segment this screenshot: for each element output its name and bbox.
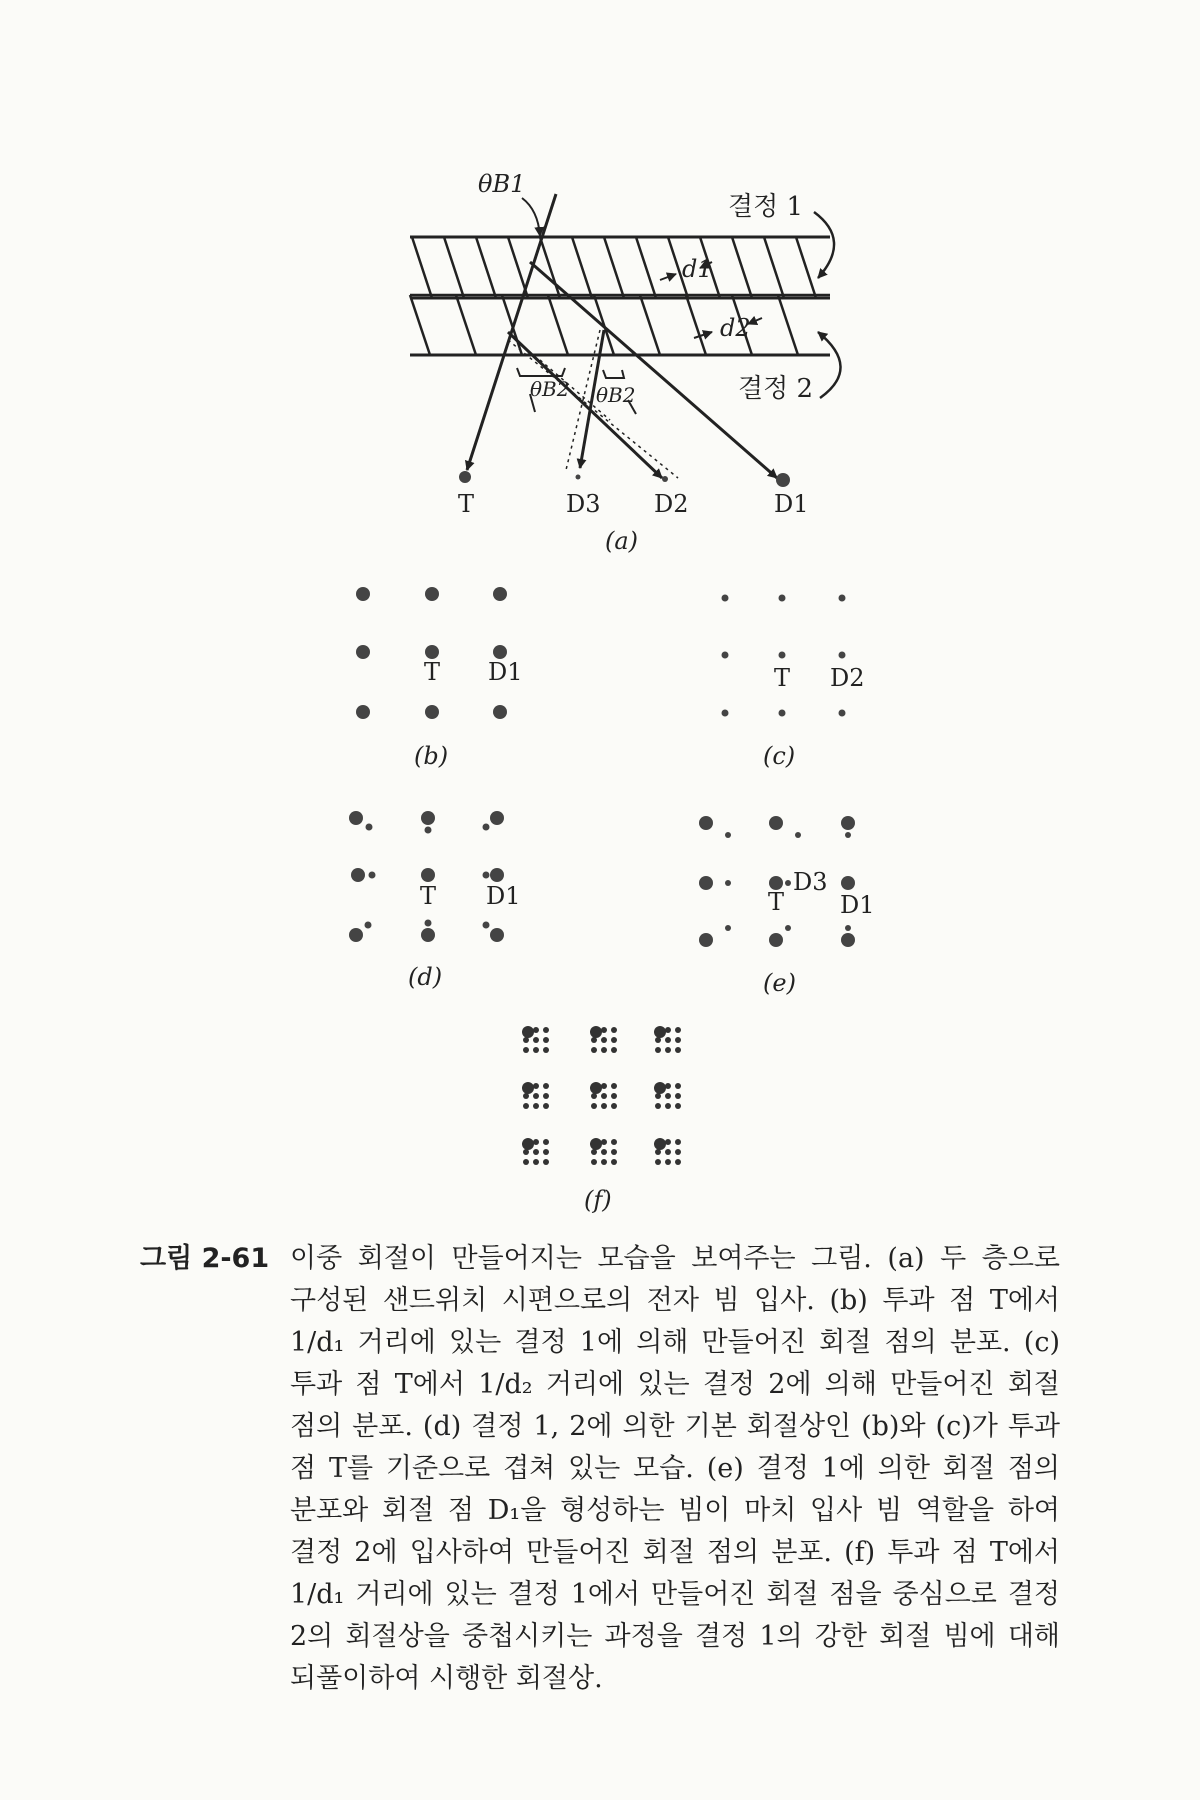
panel-f-main-spot xyxy=(522,1138,534,1150)
panel-f-main-spot xyxy=(522,1026,534,1038)
panel-f-spot xyxy=(611,1093,617,1099)
panel-a-labels xyxy=(458,170,813,555)
panel-f-spot xyxy=(533,1093,539,1099)
panel-f-spot xyxy=(533,1159,539,1165)
panel-f-spot xyxy=(523,1103,529,1109)
spot-label-t: T xyxy=(458,490,475,518)
panel-f-spot xyxy=(665,1159,671,1165)
panel-f-main-spot xyxy=(590,1082,602,1094)
panel-f-spot xyxy=(543,1047,549,1053)
panel-f-spot xyxy=(611,1037,617,1043)
theta-b2-right-label: θB2 xyxy=(596,383,636,407)
panel-f-main-spot xyxy=(654,1026,666,1038)
panel-f-spot xyxy=(675,1159,681,1165)
panel-f-pattern xyxy=(522,1026,681,1165)
panel-c-tag: (c) xyxy=(763,742,796,770)
lattice-plane xyxy=(778,295,798,355)
lattice-plane xyxy=(540,237,560,298)
panel-f-spot xyxy=(543,1159,549,1165)
panel-f-spot xyxy=(675,1083,681,1089)
lattice-plane xyxy=(548,295,568,355)
panel-f-spot xyxy=(533,1103,539,1109)
panel-e-pattern xyxy=(699,816,855,947)
panel-f-spot xyxy=(675,1093,681,1099)
panel-f-spot xyxy=(675,1037,681,1043)
panel-c-pattern xyxy=(722,595,846,717)
lattice-plane xyxy=(686,295,706,355)
crystal-1-planes xyxy=(412,237,816,298)
d1-label: d1 xyxy=(682,255,713,283)
panel-f-spot xyxy=(591,1103,597,1109)
panel-f-spot xyxy=(665,1093,671,1099)
lattice-plane xyxy=(476,237,496,298)
lattice-plane xyxy=(412,237,432,298)
panel-f-spot xyxy=(591,1159,597,1165)
panel-f-spot xyxy=(523,1047,529,1053)
panel-f-spot xyxy=(655,1103,661,1109)
panel-f-spot xyxy=(591,1047,597,1053)
panel-f-spot xyxy=(665,1103,671,1109)
panel-f-spot xyxy=(523,1159,529,1165)
spot-label-d2: D2 xyxy=(654,490,689,518)
panel-d-tag: (d) xyxy=(408,963,443,991)
spot-label-d3: D3 xyxy=(566,490,601,518)
lattice-plane xyxy=(572,237,592,298)
panel-b-pattern xyxy=(356,587,507,719)
lattice-plane xyxy=(796,237,816,298)
lattice-plane xyxy=(604,237,624,298)
panel-f-spot xyxy=(601,1047,607,1053)
crystal-1-label: 결정 1 xyxy=(728,192,804,222)
panel-f-spot xyxy=(543,1139,549,1145)
panel-f-spot xyxy=(665,1149,671,1155)
lattice-plane xyxy=(410,295,430,355)
panel-f-spot xyxy=(601,1149,607,1155)
theta-b2-left-label: θB2 xyxy=(530,377,570,401)
theta-b1-label: θB1 xyxy=(478,170,526,198)
panel-f-main-spot xyxy=(654,1082,666,1094)
panel-f-spot xyxy=(543,1083,549,1089)
panel-f-spot xyxy=(543,1037,549,1043)
figure-caption xyxy=(140,1238,1060,1700)
panel-a-spots xyxy=(459,471,790,487)
panel-f-spot xyxy=(533,1037,539,1043)
panel-f-tag: (f) xyxy=(584,1186,612,1214)
panel-a-diagram xyxy=(410,237,830,355)
d2-label: d2 xyxy=(720,314,751,342)
lattice-plane xyxy=(636,237,656,298)
caption-label: 그림 2-61 xyxy=(140,1243,270,1274)
panel-f-spot xyxy=(655,1047,661,1053)
panel-f-spot xyxy=(611,1027,617,1033)
panel-c-label-t: T xyxy=(774,664,791,692)
panel-f-spot xyxy=(611,1083,617,1089)
panel-f-spot xyxy=(601,1037,607,1043)
panel-f-spot xyxy=(675,1027,681,1033)
panel-d-label-d1: D1 xyxy=(486,882,521,910)
panel-d-pattern xyxy=(349,811,504,942)
panel-f-spot xyxy=(533,1047,539,1053)
panel-f-spot xyxy=(665,1047,671,1053)
panel-f-spot xyxy=(611,1047,617,1053)
panel-f-main-spot xyxy=(654,1138,666,1150)
panel-f-spot xyxy=(533,1149,539,1155)
lattice-plane xyxy=(640,295,660,355)
panel-f-spot xyxy=(543,1149,549,1155)
panel-f-spot xyxy=(543,1027,549,1033)
panel-f-main-spot xyxy=(522,1082,534,1094)
spot-label-d1: D1 xyxy=(774,490,809,518)
crystal-2-label: 결정 2 xyxy=(738,374,814,404)
panel-f-spot xyxy=(543,1093,549,1099)
panel-e-label-d3: D3 xyxy=(793,868,828,896)
caption-body xyxy=(290,1238,1060,1700)
lattice-plane xyxy=(732,237,752,298)
panel-f-spot xyxy=(675,1047,681,1053)
panel-e-tag: (e) xyxy=(763,969,796,997)
caption-text: 이중 회절이 만들어지는 모습을 보여주는 그림. (a) 두 층으로 구성된 샌드위치 시편으로의 전자 빔 입사. (b) 투과 점 T에서 1/d₁ 거리에 있는 결정 1에 의해 만들어진 회절 점의 분포. (c) 투과 점 T에서 1/d₂ 거리에 있는 결정 2에 의해 만들어진 회절 점의 분포. (d) 결정 1, 2에 의한 기본 회절상인 (b)와 (c)가 투과 점 T를 기준으로 겹쳐 있는 모습. (e) 결정 1에 의한 회절 점의 분포와 회절 점 D₁을 형성하는 빔이 마치 입사 빔 역할을 하여 결정 2에 입사하여 만들어진 회절 점의 분포. (f) 투과 점 T에서 1/d₁ 거리에 있는 결정 1에서 만들어진 회절 점을 중심으로 결정 2의 회절상을 중첩시키는 과정을 결정 1의 강한 회절 빔에 대해 되풀이하여 시행한 회절상. xyxy=(290,1243,1060,1694)
panel-f-spot xyxy=(675,1103,681,1109)
lattice-plane xyxy=(456,295,476,355)
panel-f-spot xyxy=(601,1103,607,1109)
lattice-plane xyxy=(444,237,464,298)
panel-f-spot xyxy=(655,1159,661,1165)
panel-f-spot xyxy=(675,1149,681,1155)
panel-f-spot xyxy=(665,1037,671,1043)
panel-e-label-t: T xyxy=(768,888,785,916)
panel-f-spot xyxy=(601,1159,607,1165)
panel-b-label-t: T xyxy=(424,658,441,686)
panel-f-spot xyxy=(611,1149,617,1155)
panel-a-tag: (a) xyxy=(605,527,639,555)
panel-b-label-d1: D1 xyxy=(488,658,523,686)
panel-f-spot xyxy=(611,1139,617,1145)
panel-f-spot xyxy=(611,1103,617,1109)
panel-b-tag: (b) xyxy=(414,742,449,770)
panel-f-spot xyxy=(675,1139,681,1145)
panel-e-label-d1: D1 xyxy=(840,891,875,919)
panel-f-spot xyxy=(543,1103,549,1109)
panel-f-main-spot xyxy=(590,1138,602,1150)
panel-c-label-d2: D2 xyxy=(830,664,865,692)
panel-f-main-spot xyxy=(590,1026,602,1038)
panel-d-label-t: T xyxy=(420,882,437,910)
lattice-plane xyxy=(764,237,784,298)
panel-f-spot xyxy=(611,1159,617,1165)
panel-f-spot xyxy=(601,1093,607,1099)
